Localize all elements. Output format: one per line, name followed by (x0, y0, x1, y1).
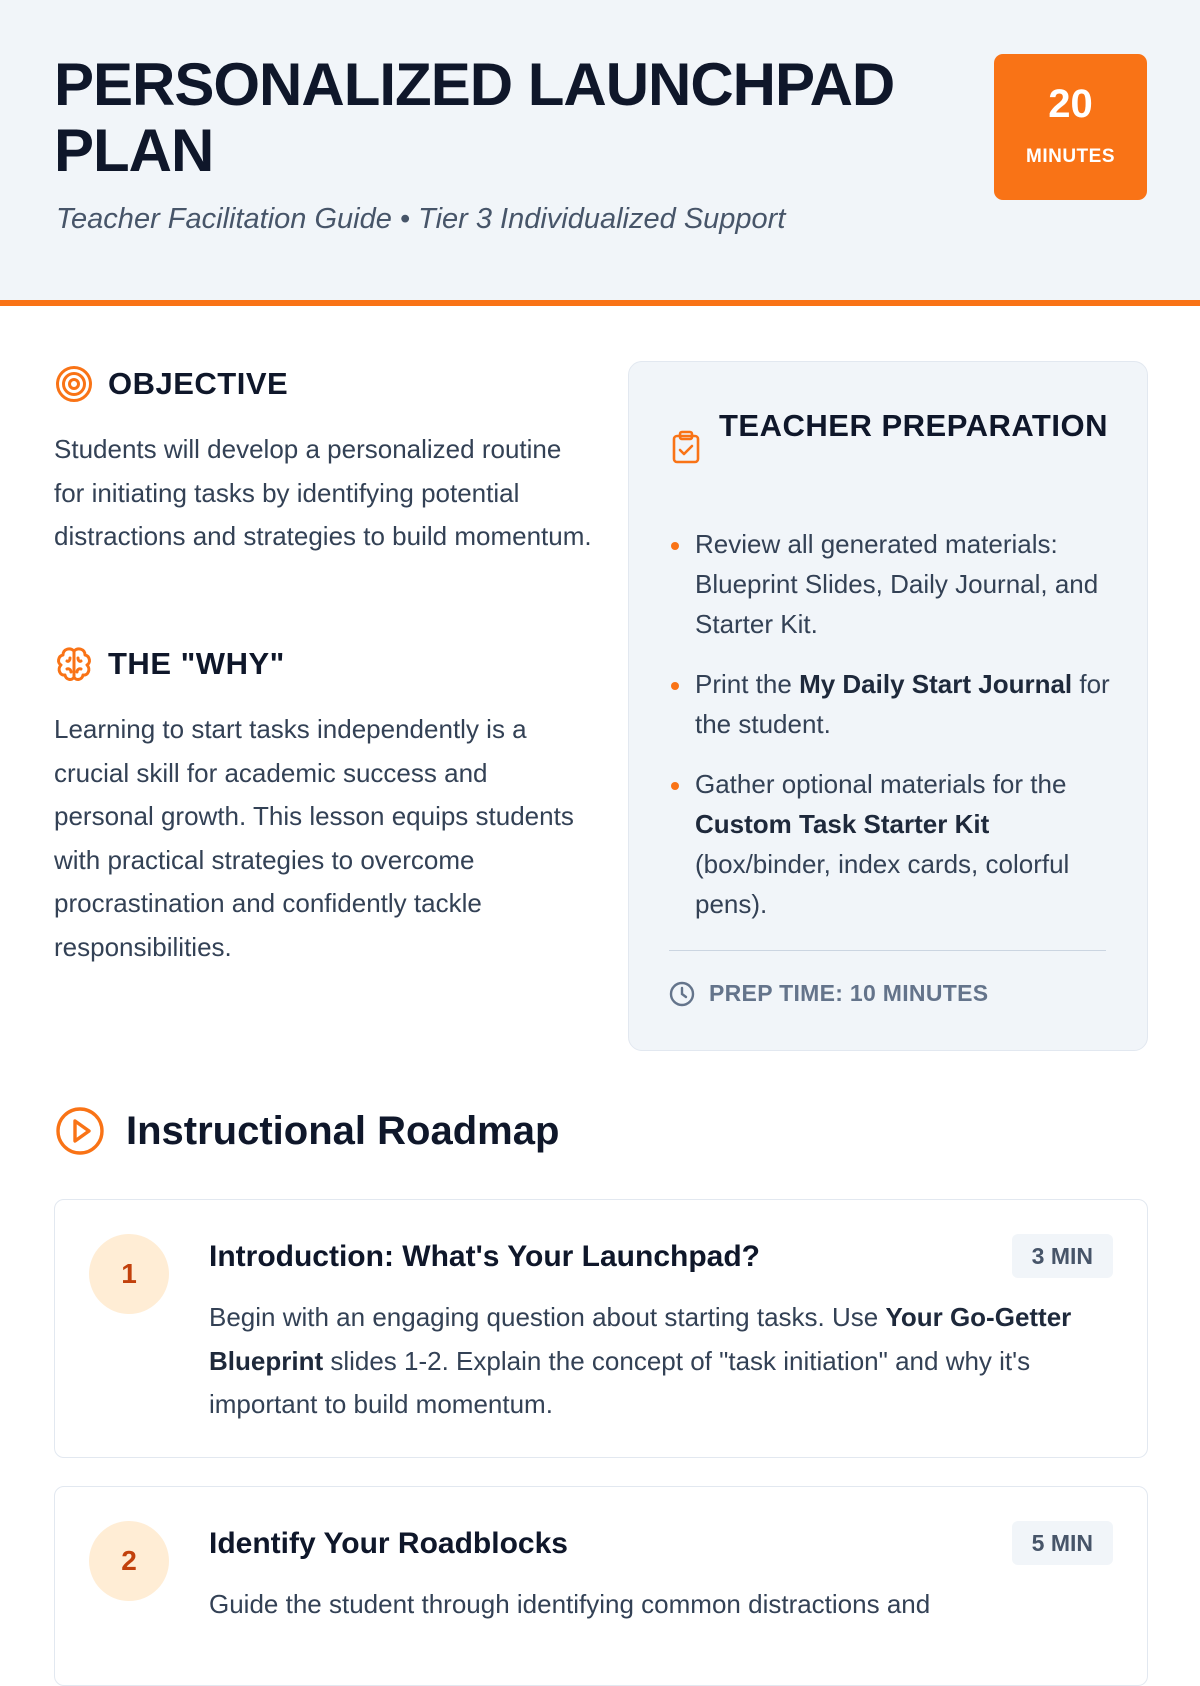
step-time-badge: 3 MIN (1012, 1234, 1113, 1278)
step-number: 1 (89, 1234, 169, 1314)
prep-heading: TEACHER PREPARATION (719, 408, 1108, 443)
prep-item: Print the My Daily Start Journal for the student. (669, 664, 1119, 744)
page-header (0, 0, 1200, 306)
roadmap-step-1 (54, 1199, 1148, 1458)
duration-value: 20 (1048, 82, 1093, 126)
duration-badge (994, 54, 1147, 200)
step-title: Identify Your Roadblocks (209, 1527, 568, 1560)
clipboard-check-icon (669, 430, 703, 464)
prep-item: Gather optional materials for the Custom Task Starter Kit (box/binder, index cards, colorful pens). (669, 764, 1119, 924)
page-title: PERSONALIZED LAUNCHPAD PLAN (54, 51, 895, 184)
brain-icon (54, 644, 94, 684)
prep-list (669, 524, 1119, 944)
step-description: Guide the student through identifying common distractions and (209, 1589, 931, 1619)
roadmap-heading-label: Instructional Roadmap (126, 1108, 560, 1153)
step-number: 2 (89, 1521, 169, 1601)
roadmap-step-2 (54, 1486, 1148, 1686)
objective-text: Students will develop a personalized routine for initiating tasks by identifying potential distractions and strategies to build momentum. (54, 434, 592, 551)
step-title: Introduction: What's Your Launchpad? (209, 1240, 760, 1273)
target-icon (54, 364, 94, 404)
objective-heading (54, 364, 288, 404)
prep-time (669, 980, 988, 1007)
objective-heading-label: OBJECTIVE (108, 366, 289, 401)
page-subtitle: Teacher Facilitation Guide • Tier 3 Individualized Support (56, 203, 786, 235)
clock-icon (669, 981, 695, 1007)
why-heading-label: THE "WHY" (108, 646, 285, 681)
roadmap-heading (54, 1105, 559, 1157)
prep-item: Review all generated materials: Blueprint Slides, Daily Journal, and Starter Kit. (669, 524, 1119, 644)
play-circle-icon (54, 1105, 106, 1157)
step-time-badge: 5 MIN (1012, 1521, 1113, 1565)
why-text: Learning to start tasks independently is a crucial skill for academic success and personal growth. This lesson equips students with practical strategies to overcome procrastination and confidently tackle responsibilities. (54, 714, 574, 962)
step-description: Begin with an engaging question about starting tasks. Use Your Go-Getter Blueprint slides 1-2. Explain the concept of "task initiation" and why it's important to build momentum. (209, 1302, 1072, 1419)
prep-divider (669, 950, 1106, 951)
duration-unit: MINUTES (1026, 146, 1115, 167)
why-heading (54, 644, 285, 684)
prep-time-label: PREP TIME: 10 MINUTES (709, 980, 989, 1006)
teacher-preparation-card (628, 361, 1148, 1051)
